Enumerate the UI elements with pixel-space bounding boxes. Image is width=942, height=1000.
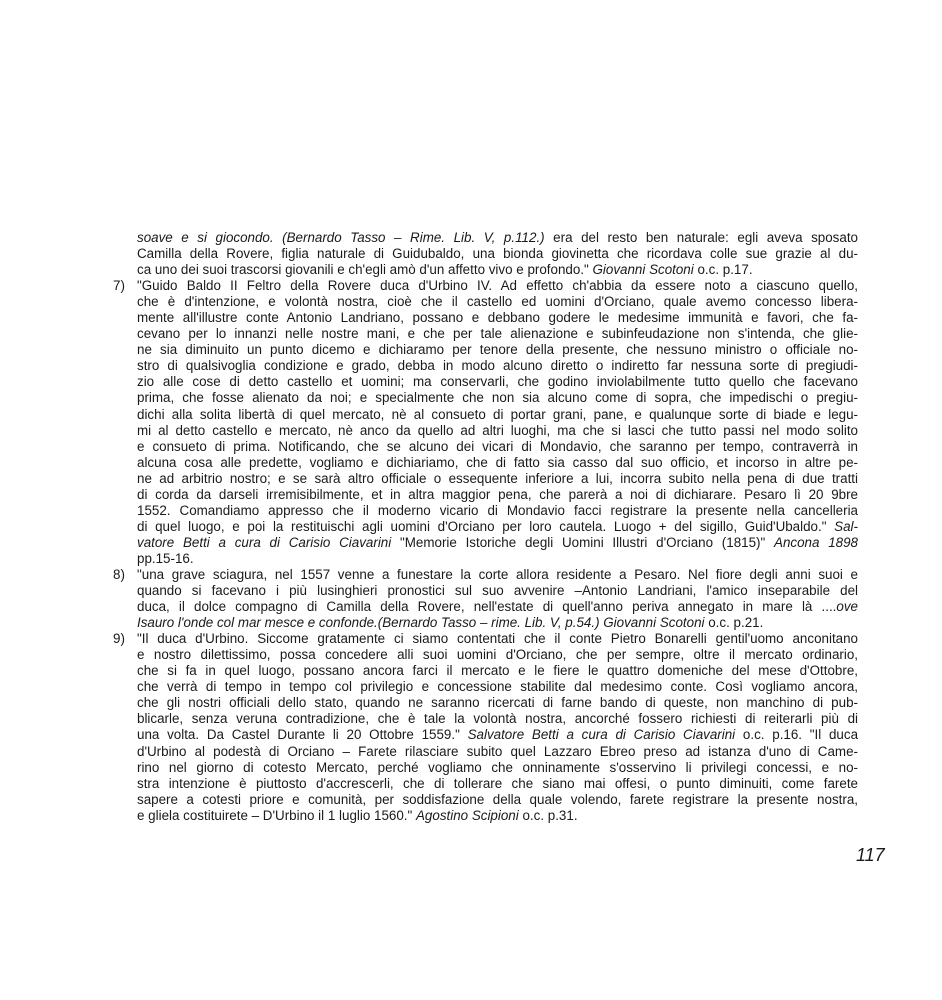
footnote-start-line bbox=[113, 278, 858, 294]
body-text: zio alle cose di detto castello et uomini; ma conservarli, che godino inviolabilmente tutto quello che facevano bbox=[137, 374, 858, 390]
body-text: dichi alla solita libertà di quel mercato, nè al consueto di portar grani, pane, e qualunque sorte di biade e legu- bbox=[137, 406, 858, 422]
citation-text: Sal- bbox=[834, 518, 858, 534]
text-line bbox=[113, 776, 858, 792]
text-line bbox=[113, 744, 858, 760]
text-line bbox=[113, 471, 858, 487]
text-line bbox=[113, 599, 858, 615]
footnote-start-line bbox=[113, 631, 858, 647]
citation-text: Ancona 1898 bbox=[774, 534, 858, 550]
body-text: pp.15-16. bbox=[137, 550, 194, 566]
footnote-start-line bbox=[113, 567, 858, 583]
body-text: o.c. p.21. bbox=[704, 615, 764, 631]
body-text: "Il duca d'Urbino. Siccome gratamente ci siamo contentati che il conte Pietro Bonarelli gentil'uomo anconitano bbox=[137, 631, 858, 647]
text-line bbox=[113, 679, 858, 695]
text-line bbox=[113, 230, 858, 246]
text-line bbox=[113, 487, 858, 503]
text-line bbox=[113, 310, 858, 326]
text-line bbox=[113, 551, 858, 567]
body-text: o.c. p.31. bbox=[518, 807, 578, 823]
text-line bbox=[113, 711, 858, 727]
body-text: "Memorie Istoriche degli Uomini Illustri d'Orciano (1815)" bbox=[391, 534, 775, 550]
text-line bbox=[113, 727, 858, 743]
text-line bbox=[113, 695, 858, 711]
footnote-number: 7) bbox=[113, 278, 125, 294]
body-text: mi al detto castello e mercato, nè anco da quello ad altri luoghi, ma che si lasci che tutto passi nel modo solito bbox=[137, 422, 858, 438]
body-text: o.c. p.16. "Il duca bbox=[735, 727, 859, 743]
text-line bbox=[113, 615, 858, 631]
citation-text: soave e si giocondo. (Bernardo Tasso – Rime. Lib. V, p.112.) bbox=[137, 230, 545, 245]
body-text: "una grave sciagura, nel 1557 venne a funestare la corte allora residente a Pesaro. Nel fiore degli anni suoi e bbox=[137, 566, 858, 582]
text-line bbox=[113, 792, 858, 808]
text-line bbox=[113, 374, 858, 390]
body-text: d'Urbino al podestà di Orciano – Farete rilasciare subito quel Lazzaro Ebreo preso ad istanza d'uno di Came- bbox=[137, 743, 858, 759]
body-text: che verrà di tempo in tempo col privilegio e concessione stabilite dal medesimo conte. Così vogliamo ancora, bbox=[137, 679, 858, 695]
body-text: ne sia diminuito un punto dicemo e dichiaramo per tenore della presente, che nessuno ministro o officiale no- bbox=[137, 342, 858, 358]
footnote-number: 8) bbox=[113, 566, 125, 582]
citation-text: Agostino Scipioni bbox=[416, 807, 519, 823]
citation-text: ove bbox=[836, 599, 858, 615]
body-text: o.c. p.17. bbox=[693, 262, 753, 278]
body-text: rino nel giorno di cotesto Mercato, perché vogliamo che onninamente s'osservino li privilegi concessi, e no- bbox=[137, 759, 858, 775]
text-line bbox=[113, 439, 858, 455]
body-text: era del resto ben naturale: egli aveva sposato bbox=[544, 230, 858, 245]
body-text: "Guido Baldo II Feltro della Rovere duca d'Urbino IV. Ad effetto ch'abbia da essere noto a ciascuno quello, bbox=[137, 278, 858, 294]
citation-text: Giovanni Scotoni bbox=[592, 262, 694, 278]
text-line bbox=[113, 647, 858, 663]
body-text: stra intenzione è piuttosto d'accrescerli, che di tollerare che siano mai offesi, o punto diminuiti, come farete bbox=[137, 775, 858, 791]
citation-text: vatore Betti a cura di Carisio Ciavarini bbox=[137, 534, 392, 550]
body-text: di corda da darseli irremisibilmente, et in altra maggior pena, che parerà a noi di dichiarare. Pesaro lì 20 9bre bbox=[137, 486, 858, 502]
body-text: che si fa in quel luogo, possano ancora farci il mercato e le fiere le quattro domeniche del mese d'Ottobre, bbox=[137, 663, 858, 679]
page-number: 117 bbox=[856, 845, 885, 865]
footnotes-text-block bbox=[113, 230, 858, 824]
body-text: ne ad arbitrio nostro; e se sarà altro officiale o essequente inferiore a lui, incorra subito nella pena di due tratti bbox=[137, 470, 858, 486]
body-text: 1552. Comandiamo appresso che il moderno vicario di Mondavio facci registrare la presente nella cancelleria bbox=[137, 502, 858, 518]
text-line bbox=[113, 455, 858, 471]
body-text: ca uno dei suoi trascorsi giovanili e ch'egli amò d'un affetto vivo e profondo." bbox=[137, 262, 593, 278]
body-text: blicarle, senza veruna contradizione, che è tale la volontà nostra, ancorché fossero richiesti di reiterarli più di bbox=[137, 711, 858, 727]
body-text: cevano per lo innanzi nelle nostre mani, e che per tale alienazione e subinfeudazione non s'intenda, che glie- bbox=[137, 326, 858, 342]
body-text: una volta. Da Castel Durante li 20 Ottobre 1559." bbox=[137, 727, 468, 743]
body-text: di quel luogo, e poi la restituischi agli uomini d'Orciano per loro cautela. Luogo + del sigillo, Guid'Ubaldo." bbox=[137, 518, 835, 534]
text-line bbox=[113, 535, 858, 551]
citation-text: Isauro l'onde col mar mesce e confonde.(Bernardo Tasso – rime. Lib. V, p.54.) Giovanni Scotoni bbox=[137, 615, 705, 631]
body-text: stro di qualsivoglia condizione e grado, debba in modo alcuno diretto o indiretto far nessuna sorte di pregiudi- bbox=[137, 358, 858, 374]
text-line bbox=[113, 583, 858, 599]
body-text: e nostro dilettissimo, possa concedere alli suoi uomini d'Orciano, che per sempre, oltre il mercato ordinario, bbox=[137, 647, 858, 663]
body-text: mente all'illustre conte Antonio Landriano, possano e debbano godere le medesime immunità e favori, che fa- bbox=[137, 310, 858, 326]
text-line bbox=[113, 262, 858, 278]
body-text: alcuna cosa alle predette, vogliamo e dichiariamo, che di fatto sia casso dal suo officio, et incorso in altre pe- bbox=[137, 454, 858, 470]
citation-text: Salvatore Betti a cura di Carisio Ciavarini bbox=[467, 727, 736, 743]
body-text: che è d'intenzione, e volontà nostra, cioè che il castello ed uomini d'Orciano, quale avemo concesso libera- bbox=[137, 294, 858, 310]
body-text: quando si facevano i più lusinghieri pronostici sul suo avvenire –Antonio Landriani, l'amico inseparabile del bbox=[137, 583, 858, 599]
text-line bbox=[113, 246, 858, 262]
text-line bbox=[113, 423, 858, 439]
body-text: sapere a cotesti priore e comunità, per soddisfazione della quale volendo, farete registrare la presente nostra, bbox=[137, 791, 858, 807]
text-line bbox=[113, 342, 858, 358]
body-text: e consueto di prima. Notificando, che se alcuno dei vicari di Mondavio, che saranno per tempo, contraverrà in bbox=[137, 438, 858, 454]
body-text: duca, il dolce compagno di Camilla della Rovere, nell'estate di quell'anno periva annegato in mare là .... bbox=[137, 599, 837, 615]
body-text: Camilla della Rovere, figlia naturale di Guidubaldo, una bionda giovinetta che ricordava colle sue grazie al du- bbox=[137, 246, 858, 262]
text-line bbox=[113, 326, 858, 342]
footnote-number: 9) bbox=[113, 631, 125, 647]
text-line bbox=[113, 760, 858, 776]
body-text: e gliela costituirete – D'Urbino il 1 luglio 1560." bbox=[137, 807, 416, 823]
body-text: prima, che fosse alienato da noi; e specialmente che non sia alcuno come di sopra, che impedischi o pregiu- bbox=[137, 390, 858, 406]
text-line bbox=[113, 390, 858, 406]
text-line bbox=[113, 294, 858, 310]
text-line bbox=[113, 663, 858, 679]
text-line bbox=[113, 808, 858, 824]
body-text: che gli nostri officiali dello stato, quando ne saranno ricercati di farne bando di queste, non manchino di pub- bbox=[137, 695, 858, 711]
text-line bbox=[113, 407, 858, 423]
text-line bbox=[113, 358, 858, 374]
text-line bbox=[113, 519, 858, 535]
text-line bbox=[113, 503, 858, 519]
